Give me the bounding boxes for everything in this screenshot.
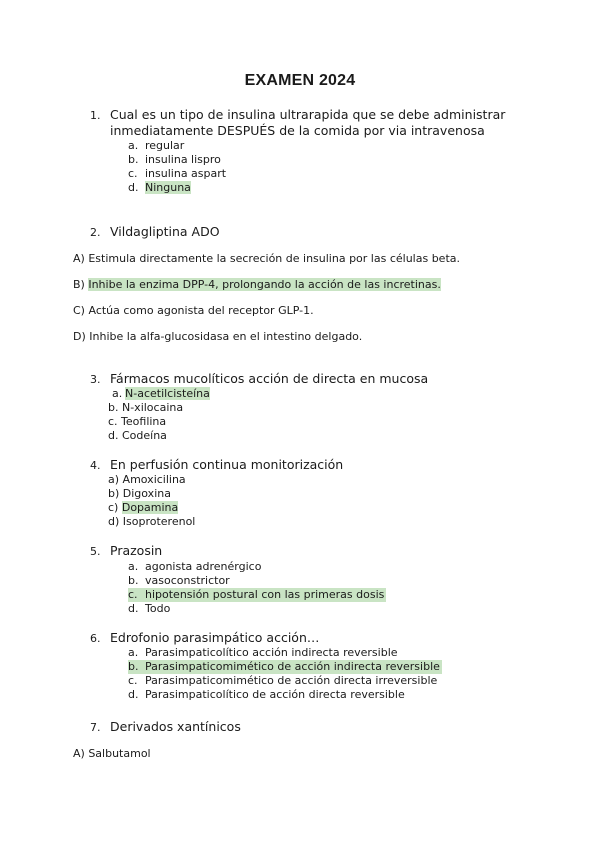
option-7a: A) Salbutamol <box>73 747 151 760</box>
option-1b: b. insulina lispro <box>128 153 221 166</box>
option-2a: A) Estimula directamente la secreción de insulina por las células beta. <box>73 252 460 265</box>
option-2d: D) Inhibe la alfa-glucosidasa en el intestino delgado. <box>73 330 363 343</box>
option-5c: c. hipotensión postural con las primeras dosis <box>128 588 385 601</box>
question-text: Prazosin <box>110 543 163 558</box>
option-6d: d. Parasimpaticolítico de acción directa reversible <box>128 688 405 701</box>
question-5 <box>90 543 162 560</box>
option-text: Actúa como agonista del receptor GLP-1. <box>88 304 314 317</box>
question-number: 3. <box>90 373 101 386</box>
question-number: 1. <box>90 109 101 122</box>
option-text: Amoxicilina <box>122 473 186 486</box>
option-6a: a. Parasimpaticolítico acción indirecta reversible <box>128 646 398 659</box>
question-text: En perfusión continua monitorización <box>110 457 344 472</box>
option-text: Salbutamol <box>88 747 151 760</box>
option-text: Isoproterenol <box>122 515 196 528</box>
option-3a: a. N-acetilcisteína <box>112 387 210 400</box>
option-text: agonista adrenérgico <box>145 560 262 573</box>
option-text: Todo <box>145 602 171 615</box>
question-number: 2. <box>90 226 101 239</box>
option-6b: b. Parasimpaticomimético de acción indirecta reversible <box>128 660 440 673</box>
question-text: Vildagliptina ADO <box>110 224 220 239</box>
question-text: Fármacos mucolíticos acción de directa en mucosa <box>110 371 429 386</box>
question-3 <box>90 371 428 388</box>
option-text-highlighted: hipotensión postural con las primeras dosis <box>145 588 385 601</box>
question-1 <box>90 107 530 138</box>
option-4a: a) Amoxicilina <box>108 473 186 486</box>
option-text: Parasimpaticomimético de acción directa irreversible <box>145 674 438 687</box>
option-4d: d) Isoproterenol <box>108 515 196 528</box>
option-6c: c. Parasimpaticomimético de acción directa irreversible <box>128 674 438 687</box>
option-text: regular <box>145 139 185 152</box>
option-text: Codeína <box>121 429 167 442</box>
option-5d: d. Todo <box>128 602 171 615</box>
question-4 <box>90 457 343 474</box>
option-2c: C) Actúa como agonista del receptor GLP-1. <box>73 304 314 317</box>
option-text: insulina lispro <box>145 153 221 166</box>
question-text: Edrofonio parasimpático acción… <box>110 630 320 645</box>
option-2b: B) Inhibe la enzima DPP-4, prolongando la acción de las incretinas. <box>73 278 441 291</box>
option-text: Digoxina <box>122 487 171 500</box>
question-7 <box>90 719 241 736</box>
option-text: Parasimpaticolítico acción indirecta reversible <box>145 646 398 659</box>
question-number: 7. <box>90 721 101 734</box>
question-6 <box>90 630 319 647</box>
question-number: 4. <box>90 459 101 472</box>
option-text-highlighted: Inhibe la enzima DPP-4, prolongando la acción de las incretinas. <box>88 278 441 291</box>
option-1a: a. regular <box>128 139 185 152</box>
option-4c: c) Dopamina <box>108 501 179 514</box>
question-number: 6. <box>90 632 101 645</box>
option-1c: c. insulina aspart <box>128 167 227 180</box>
option-4b: b) Digoxina <box>108 487 171 500</box>
option-text-highlighted: N-acetilcisteína <box>125 387 210 400</box>
option-text-highlighted: Dopamina <box>121 501 179 514</box>
option-3d: d. Codeína <box>108 429 167 442</box>
option-3b: b. N-xilocaina <box>108 401 184 414</box>
option-text: Estimula directamente la secreción de insulina por las células beta. <box>88 252 460 265</box>
question-text: Cual es un tipo de insulina ultrarapida que se debe administrar inmediatamente DESPUÉS de la comida por via intravenosa <box>110 107 506 138</box>
option-text: Teofilina <box>121 415 167 428</box>
option-text: insulina aspart <box>145 167 227 180</box>
question-text: Derivados xantínicos <box>110 719 241 734</box>
option-text-highlighted: Parasimpaticomimético de acción indirecta reversible <box>145 660 440 673</box>
option-text: Parasimpaticolítico de acción directa reversible <box>145 688 405 701</box>
option-text: N-xilocaina <box>121 401 184 414</box>
option-text: vasoconstrictor <box>145 574 230 587</box>
option-3c: c. Teofilina <box>108 415 167 428</box>
page-title: EXAMEN 2024 <box>244 72 356 89</box>
option-text: Inhibe la alfa-glucosidasa en el intestino delgado. <box>89 330 363 343</box>
option-1d: d. Ninguna <box>128 181 191 194</box>
option-5b: b. vasoconstrictor <box>128 574 230 587</box>
question-2 <box>90 224 220 241</box>
option-text-highlighted: Ninguna <box>145 181 191 194</box>
question-number: 5. <box>90 545 101 558</box>
option-5a: a. agonista adrenérgico <box>128 560 262 573</box>
